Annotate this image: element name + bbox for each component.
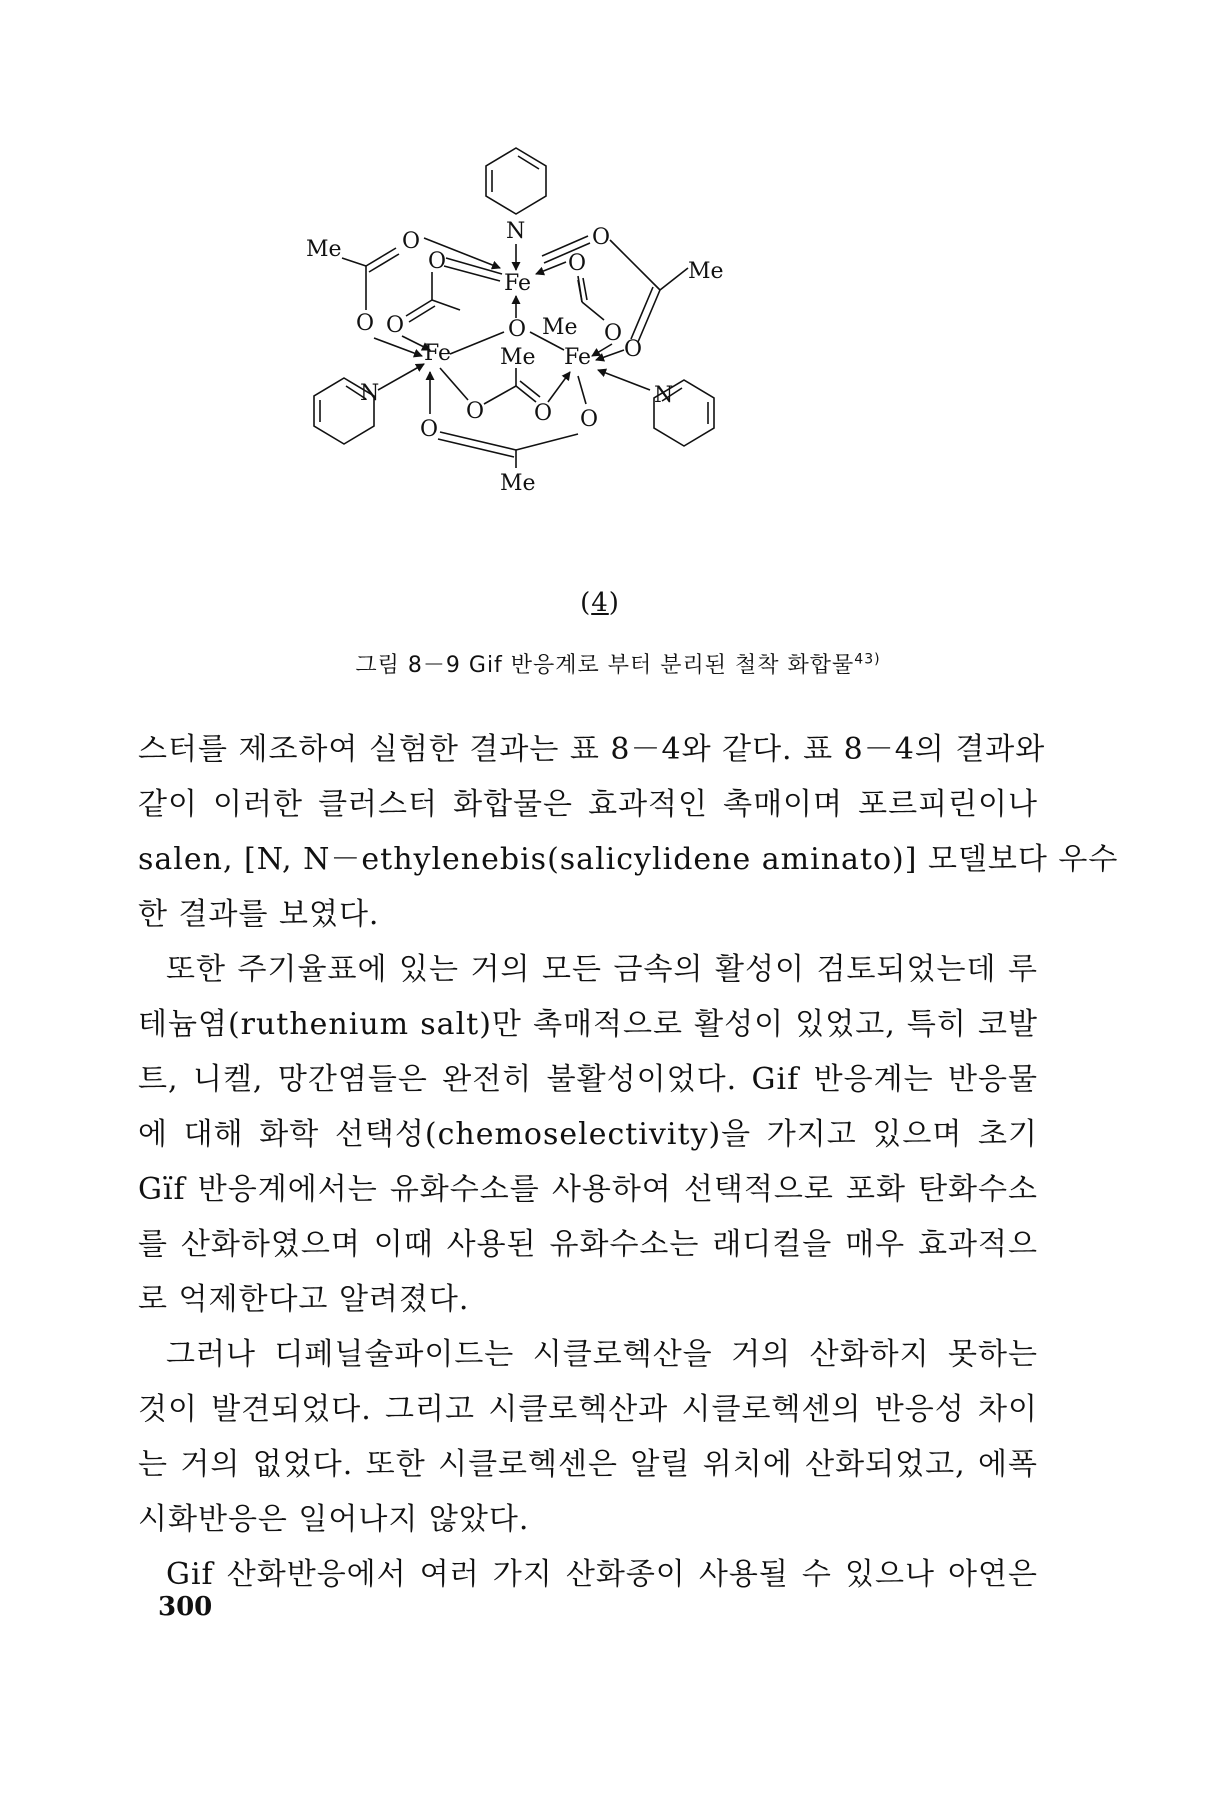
atom-me-left: Me	[306, 237, 342, 262]
body-line: 는 거의 없었다. 또한 시클로헥센은 알릴 위치에 산화되었고, 에폭	[138, 1447, 1038, 1482]
body-line: 로 억제한다고 알려졌다.	[138, 1282, 470, 1317]
body-text	[138, 722, 1119, 1602]
body-line: 스터를 제조하여 실험한 결과는 표 8－4와 같다. 표 8－4의 결과와	[138, 732, 1046, 767]
body-line: Gif 산화반응에서 여러 가지 산화종이 사용될 수 있으나 아연은	[166, 1557, 1038, 1592]
atom-o-mid-right-b: O	[624, 337, 643, 362]
body-line: 같이 이러한 클러스터 화합물은 효과적인 촉매이며 포르피린이나	[138, 787, 1038, 822]
atom-me-center: Me	[500, 345, 536, 370]
chemical-structure-figure	[306, 150, 840, 560]
atom-me-right: Me	[688, 259, 724, 284]
body-line: 한 결과를 보였다.	[138, 897, 380, 932]
compound-label-close: )	[608, 588, 620, 618]
compound-label	[0, 588, 1200, 618]
atom-n-top: N	[506, 219, 526, 244]
body-line: Gïf 반응계에서는 유화수소를 사용하여 선택적으로 포화 탄화수소	[138, 1172, 1038, 1207]
atom-me-center-upper: Me	[542, 315, 578, 340]
atom-o-top-right-inner: O	[568, 251, 587, 276]
page-number: 300	[158, 1592, 213, 1622]
body-line: 것이 발견되었다. 그리고 시클로헥산과 시클로헥센의 반응성 차이	[138, 1392, 1038, 1427]
atom-o-mid-left-a: O	[356, 311, 375, 336]
figure-caption-text: 그림 8－9 Gif 반응계로 부터 분리된 철착 화합물	[355, 653, 855, 678]
atom-fe-left: Fe	[424, 341, 452, 366]
body-line: 테늄염(ruthenium salt)만 촉매적으로 활성이 있었고, 특히 코발	[138, 1007, 1038, 1042]
iron-cluster-structure-diagram	[306, 150, 840, 560]
atom-o-top-inner: O	[428, 249, 447, 274]
atom-fe-top: Fe	[504, 271, 532, 296]
atom-me-bottom: Me	[500, 471, 536, 496]
atom-n-left: N	[360, 381, 380, 406]
body-line: 또한 주기율표에 있는 거의 모든 금속의 활성이 검토되었는데 루	[166, 952, 1038, 987]
atom-n-right: N	[654, 383, 674, 408]
body-line: 트, 니켈, 망간염들은 완전히 불활성이었다. Gif 반응계는 반응물	[138, 1062, 1038, 1097]
atom-o-top-right: O	[592, 225, 611, 250]
atom-o-bot-center-b: O	[534, 401, 553, 426]
body-line: 를 산화하였으며 이때 사용된 유화수소는 래디컬을 매우 효과적으	[138, 1227, 1038, 1262]
pyridine-ring-top	[486, 148, 546, 214]
atom-o-top-left: O	[402, 229, 421, 254]
body-line: 시화반응은 일어나지 않았다.	[138, 1502, 530, 1537]
body-line: 에 대해 화학 선택성(chemoselectivity)을 가지고 있으며 초기	[138, 1117, 1038, 1152]
atom-o-mid-right-a: O	[604, 321, 623, 346]
body-line: 그러나 디페닐술파이드는 시클로헥산을 거의 산화하지 못하는	[166, 1337, 1038, 1372]
figure-caption	[18, 648, 1218, 679]
figure-caption-reference: 43)	[854, 651, 881, 668]
atom-o-center: O	[508, 317, 527, 342]
atom-o-bot-right: O	[580, 407, 599, 432]
atom-fe-right: Fe	[564, 345, 592, 370]
compound-label-open: (	[580, 588, 592, 618]
atom-o-bot-center-a: O	[466, 399, 485, 424]
compound-number: 4	[591, 588, 609, 618]
atom-o-mid-left-b: O	[386, 313, 405, 338]
atom-o-bot-left: O	[420, 417, 439, 442]
body-line: salen, [N, N－ethylenebis(salicylidene aminato)] 모델보다 우수	[138, 842, 1119, 877]
